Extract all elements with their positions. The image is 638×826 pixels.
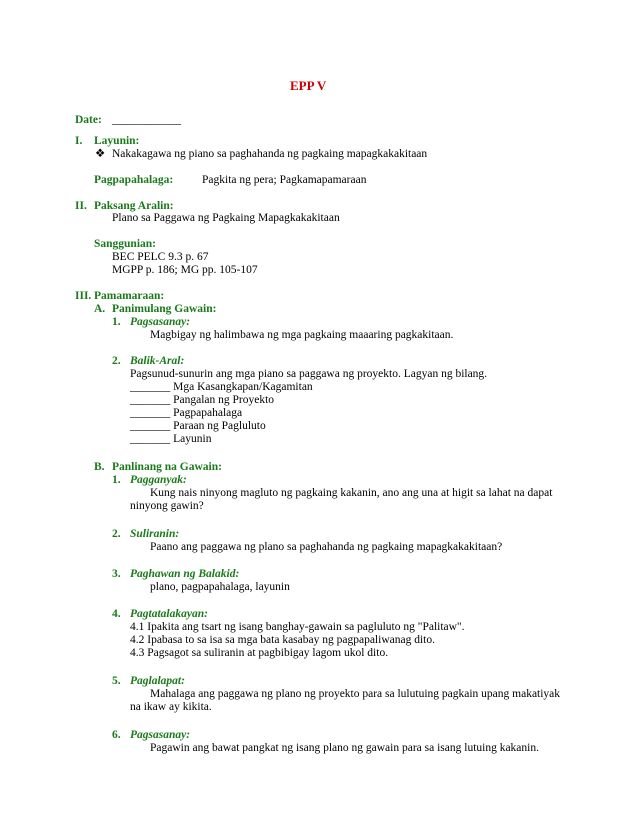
subsection-b-heading: Panlinang na Gawain: xyxy=(112,461,222,473)
section-ii-heading: Paksang Aralin: xyxy=(94,200,174,212)
list-item xyxy=(130,406,242,420)
item-b2-title: Suliranin: xyxy=(130,528,180,540)
list-item-label: Pangalan ng Proyekto xyxy=(173,394,275,406)
item-b3-number: 3. xyxy=(112,568,121,580)
item-b2-number: 2. xyxy=(112,528,121,540)
references-label: Sanggunian: xyxy=(94,238,157,250)
reference-line-1: BEC PELC 9.3 p. 67 xyxy=(112,251,209,263)
item-b2-text: Paano ang paggawa ng plano sa paghahanda ng pagkaing mapagkakakitaan? xyxy=(150,541,503,553)
item-b1-number: 1. xyxy=(112,474,121,486)
blank-line: _______ xyxy=(130,433,171,445)
item-b6-text: Pagawin ang bawat pangkat ng isang plano ng gawain para sa isang lutuing kakanin. xyxy=(150,742,539,754)
list-item-label: Pagpapahalaga xyxy=(173,407,243,419)
item-b4-number: 4. xyxy=(112,608,121,620)
item-b1-text-line-2: ninyong gawin? xyxy=(130,500,204,512)
section-iii-heading: Pamamaraan: xyxy=(94,290,165,302)
list-item-label: Mga Kasangkapan/Kagamitan xyxy=(173,381,313,393)
item-b5-text-line-1: Mahalaga ang paggawa ng plano ng proyekto para sa lulutuing pagkain upang makatiyak xyxy=(150,688,561,700)
item-b3-text: plano, pagpapahalaga, layunin xyxy=(150,581,290,593)
values-text: Pagkita ng pera; Pagkamapamaraan xyxy=(202,174,367,186)
objective-text: Nakakagawa ng piano sa paghahanda ng pagkaing mapagkakakitaan xyxy=(112,148,428,160)
subsection-a-letter: A. xyxy=(94,303,106,315)
item-a2-number: 2. xyxy=(112,355,121,367)
list-item-label: Paraan ng Pagluluto xyxy=(173,420,266,432)
subsection-a-heading: Panimulang Gawain: xyxy=(112,303,217,315)
list-item xyxy=(130,419,266,433)
blank-line: _______ xyxy=(130,381,171,393)
blank-line: _______ xyxy=(130,394,171,406)
list-item xyxy=(130,432,211,446)
item-a2-text: Pagsunud-sunurin ang mga piano sa paggawa ng proyekto. Lagyan ng bilang. xyxy=(130,368,488,380)
section-i-heading: Layunin: xyxy=(94,135,140,147)
item-b3-title: Paghawan ng Balakid: xyxy=(130,568,240,580)
list-item-label: Layunin xyxy=(173,433,212,445)
item-b5-text-line-2: na ikaw ay kikita. xyxy=(130,701,212,713)
item-b4-line-3: 4.3 Pagsagot sa suliranin at pagbibigay lagom ukol dito. xyxy=(130,647,389,659)
item-a1-number: 1. xyxy=(112,316,121,328)
list-item xyxy=(130,380,313,394)
date-label: Date: xyxy=(75,114,102,126)
item-b5-number: 5. xyxy=(112,675,121,687)
section-i-numeral: I. xyxy=(75,135,83,147)
item-b4-line-1: 4.1 Ipakita ang tsart ng isang banghay-gawain sa pagluluto ng "Palitaw". xyxy=(130,621,465,633)
item-b1-text-line-1: Kung nais ninyong magluto ng pagkaing kakanin, ano ang una at higit sa lahat na dapat xyxy=(150,487,553,499)
values-label: Pagpapahalaga: xyxy=(94,174,174,186)
diamond-bullet-icon: ❖ xyxy=(95,148,106,160)
item-b4-title: Pagtatalakayan: xyxy=(130,608,208,620)
item-b6-number: 6. xyxy=(112,729,121,741)
item-b1-title: Pagganyak: xyxy=(130,474,187,486)
item-b5-title: Paglalapat: xyxy=(130,675,185,687)
item-b4-line-2: 4.2 Ipabasa to sa isa sa mga bata kasabay ng pagpapaliwanag dito. xyxy=(130,634,435,646)
blank-line: _______ xyxy=(130,420,171,432)
item-b6-title: Pagsasanay: xyxy=(130,729,191,741)
subsection-b-letter: B. xyxy=(94,461,105,473)
date-blank: ____________ xyxy=(112,114,181,126)
section-iii-numeral: III. xyxy=(75,290,92,302)
item-a2-title: Balik-Aral: xyxy=(130,355,185,367)
list-item xyxy=(130,393,274,407)
document-title: EPP V xyxy=(290,78,327,93)
item-a1-text: Magbigay ng halimbawa ng mga pagkaing maaaring pagkakitaan. xyxy=(150,329,454,341)
reference-line-2: MGPP p. 186; MG pp. 105-107 xyxy=(112,264,258,276)
section-ii-numeral: II. xyxy=(75,200,87,212)
blank-line: _______ xyxy=(130,407,171,419)
item-a1-title: Pagsasanay: xyxy=(130,316,191,328)
topic-text: Plano sa Paggawa ng Pagkaing Mapagkakakitaan xyxy=(112,212,340,224)
